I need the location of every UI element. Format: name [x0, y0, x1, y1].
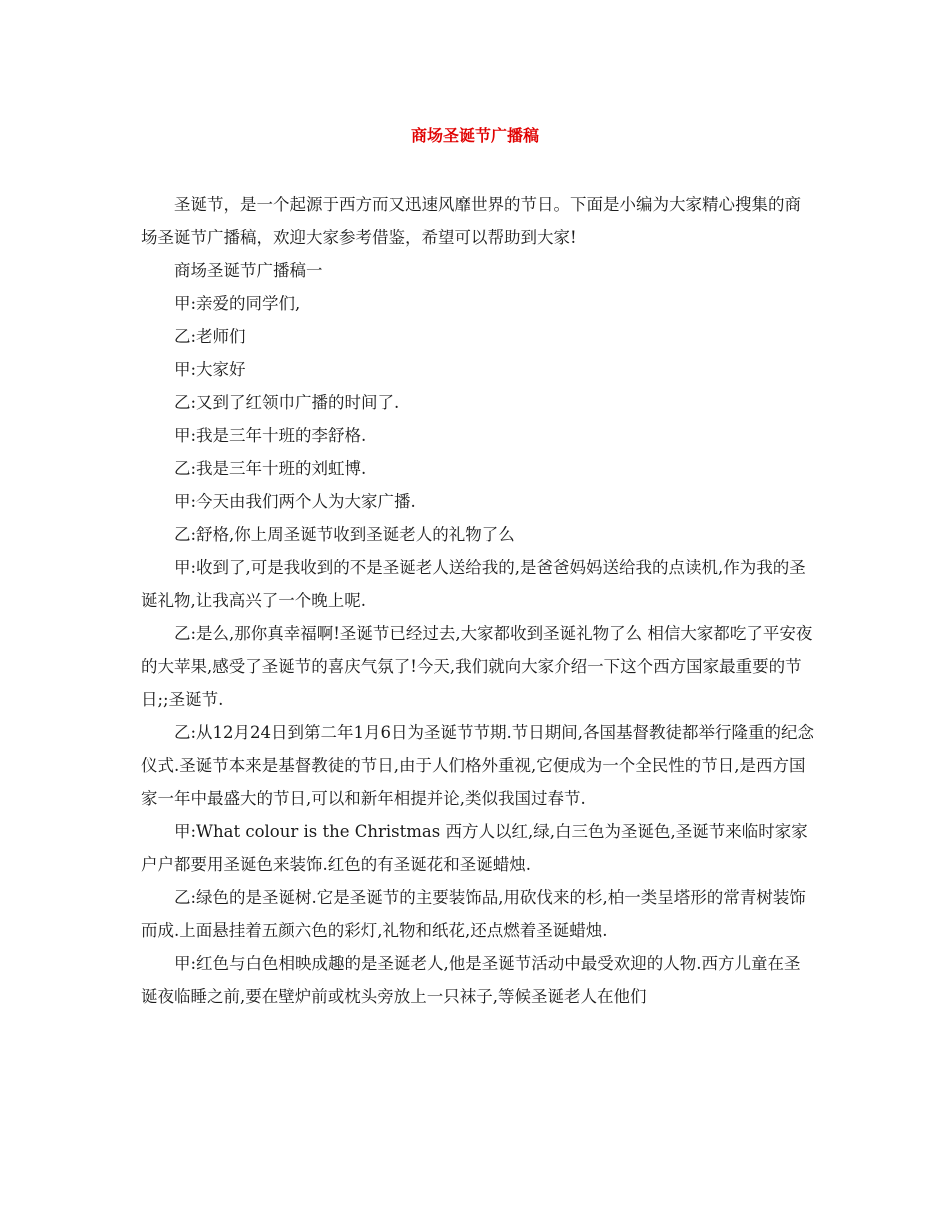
paragraph: 乙:又到了红领巾广播的时间了. [174, 393, 400, 412]
paragraph: 甲:What colour is the Christmas 西方人以红,绿,白三色为圣诞色,圣诞节来临时家家户户都要用圣诞色来装饰.红色的有圣诞花和圣诞蜡烛. [141, 822, 808, 874]
paragraph-intro: 圣诞节，是一个起源于西方而又迅速风靡世界的节日。下面是小编为大家精心搜集的商场圣诞节广播稿，欢迎大家参考借鉴，希望可以帮助到大家! [141, 195, 801, 247]
paragraph: 乙:是么,那你真幸福啊!圣诞节已经过去,大家都收到圣诞礼物了么 相信大家都吃了平安夜的大苹果,感受了圣诞节的喜庆气氛了!今天,我们就向大家介绍一下这个西方国家最重要的节日;;圣诞节. [141, 624, 813, 709]
paragraph: 乙:我是三年十班的刘虹博. [174, 459, 367, 478]
paragraph: 甲:收到了,可是我收到的不是圣诞老人送给我的,是爸爸妈妈送给我的点读机,作为我的圣诞礼物,让我高兴了一个晚上呢. [141, 558, 806, 610]
paragraph: 乙:从12月24日到第二年1月6日为圣诞节节期.节日期间,各国基督教徒都举行隆重的纪念仪式.圣诞节本来是基督教徒的节日,由于人们格外重视,它便成为一个全民性的节日,是西方国家一年中最盛大的节日,可以和新年相提并论,类似我国过春节. [141, 723, 815, 808]
document-body [141, 188, 817, 1013]
paragraph: 乙:舒格,你上周圣诞节收到圣诞老人的礼物了么 [174, 525, 515, 544]
paragraph: 甲:大家好 [174, 360, 246, 379]
paragraph: 乙:老师们 [174, 327, 246, 346]
paragraph: 甲:今天由我们两个人为大家广播. [174, 492, 416, 511]
paragraph: 甲:我是三年十班的李舒格. [174, 426, 367, 445]
document-title: 商场圣诞节广播稿 [410, 126, 539, 145]
paragraph: 乙:绿色的是圣诞树.它是圣诞节的主要装饰品,用砍伐来的杉,柏一类呈塔形的常青树装饰而成.上面悬挂着五颜六色的彩灯,礼物和纸花,还点燃着圣诞蜡烛. [141, 888, 806, 940]
paragraph: 甲:红色与白色相映成趣的是圣诞老人,他是圣诞节活动中最受欢迎的人物.西方儿童在圣诞夜临睡之前,要在壁炉前或枕头旁放上一只袜子,等候圣诞老人在他们 [141, 954, 801, 1006]
paragraph: 甲:亲爱的同学们, [174, 294, 301, 313]
paragraph-section-heading: 商场圣诞节广播稿一 [174, 261, 323, 280]
